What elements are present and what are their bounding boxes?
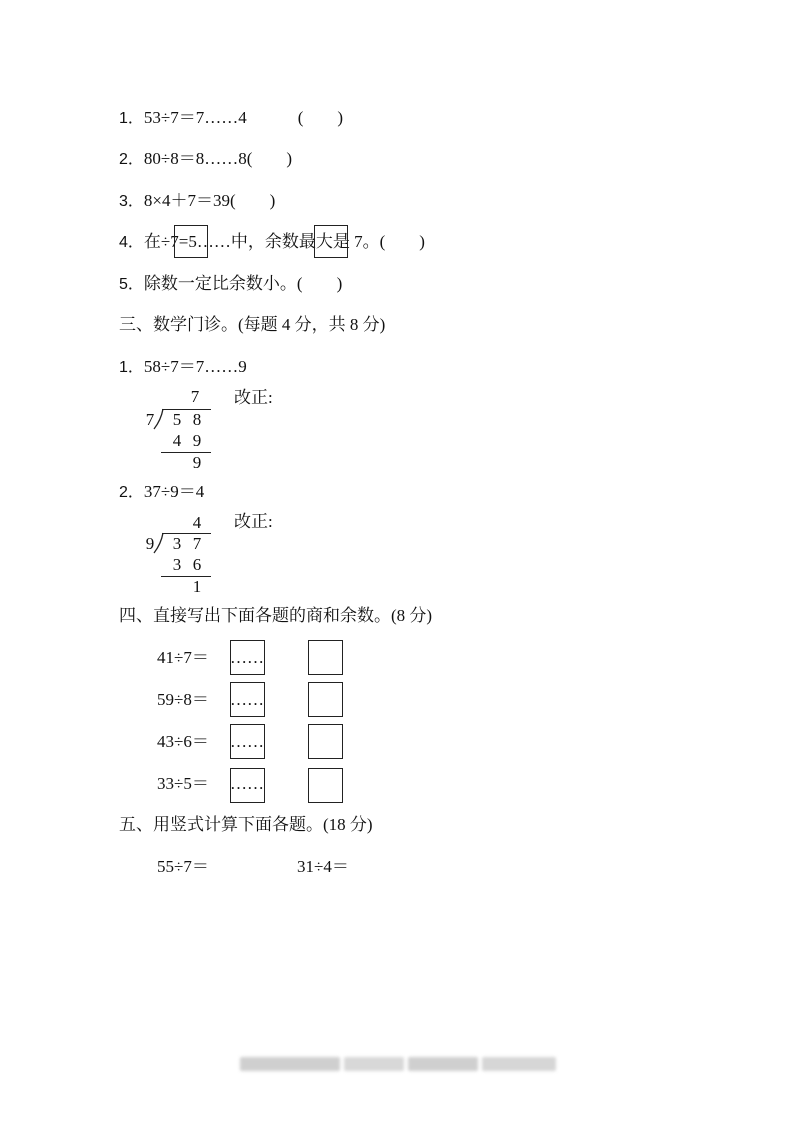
dividend-digit: 8 <box>192 410 202 429</box>
section-5-heading: 五、用竖式计算下面各题。(18 分) <box>119 815 373 834</box>
product-digit: 6 <box>192 555 202 574</box>
dividend-digit: 5 <box>172 410 182 429</box>
judge-item-4 <box>119 232 425 253</box>
division-expression: 41÷7＝ <box>157 648 209 667</box>
item-number: 1． <box>119 110 144 127</box>
section-4-heading: 四、直接写出下面各题的商和余数。(8 分) <box>119 606 433 625</box>
quotient-row-2 <box>157 690 209 710</box>
judge-item-5 <box>119 274 342 295</box>
subtraction-line <box>161 576 211 577</box>
division-expression: 33÷5＝ <box>157 774 209 793</box>
diagnosis-problem-1 <box>119 357 247 378</box>
quotient-digit: 4 <box>192 513 202 532</box>
judge-item-3 <box>119 191 275 212</box>
dividend-digit: 3 <box>172 534 182 553</box>
item-number: 5． <box>119 276 144 293</box>
item-number: 2． <box>119 151 144 168</box>
ellipsis: …… <box>230 774 264 793</box>
division-bracket <box>152 532 166 554</box>
item-text: 8×4＋7＝39( ) <box>143 191 276 210</box>
division-expression: 59÷8＝ <box>157 690 209 709</box>
quotient-row-1 <box>157 648 209 668</box>
division-bar <box>162 409 211 410</box>
remainder-digit: 9 <box>192 453 202 472</box>
item-text: 53÷7＝7……4 ( ) <box>143 108 344 127</box>
quotient-row-3 <box>157 732 209 752</box>
quotient-row-4 <box>157 774 209 794</box>
item-number: 4． <box>119 234 144 251</box>
remainder-box[interactable] <box>308 768 343 803</box>
item-text: 在÷7=5……中，余数最大是 7。( ) <box>143 232 425 251</box>
product-digit: 3 <box>172 555 182 574</box>
remainder-box[interactable] <box>308 640 343 675</box>
divisor: 9 <box>145 534 155 553</box>
ellipsis: …… <box>230 648 264 667</box>
subtraction-line <box>161 452 211 453</box>
vertical-calc-problem-2: 31÷4＝ <box>297 857 349 876</box>
judge-item-2 <box>119 149 292 170</box>
ellipsis: …… <box>230 732 264 751</box>
long-division-2 <box>140 509 220 599</box>
division-expression: 43÷6＝ <box>157 732 209 751</box>
problem-equation: 58÷7＝7……9 <box>143 357 247 376</box>
blurred-watermark <box>240 1055 556 1073</box>
division-bracket <box>152 408 166 430</box>
vertical-calc-problem-1: 55÷7＝ <box>157 857 209 876</box>
diagnosis-problem-2 <box>119 482 204 503</box>
item-number: 3． <box>119 193 144 210</box>
blank-box-remainder[interactable] <box>314 225 348 258</box>
ellipsis: …… <box>230 690 264 709</box>
long-division-1 <box>140 385 220 475</box>
problem-equation: 37÷9＝4 <box>143 482 205 501</box>
item-text: 除数一定比余数小。( ) <box>143 274 343 293</box>
correction-label: 改正: <box>234 512 273 531</box>
remainder-box[interactable] <box>308 682 343 717</box>
division-bar <box>162 533 211 534</box>
quotient-digit: 7 <box>190 387 200 406</box>
divisor: 7 <box>145 410 155 429</box>
remainder-box[interactable] <box>308 724 343 759</box>
judge-item-1 <box>119 108 343 129</box>
product-digit: 9 <box>192 431 202 450</box>
remainder-digit: 1 <box>192 577 202 596</box>
correction-label: 改正: <box>234 388 273 407</box>
section-3-heading: 三、数学门诊。(每题 4 分，共 8 分) <box>119 315 386 334</box>
problem-number: 1． <box>119 359 144 376</box>
blank-box-dividend[interactable] <box>174 225 208 258</box>
item-text: 80÷8＝8……8( ) <box>143 149 293 168</box>
product-digit: 4 <box>172 431 182 450</box>
problem-number: 2． <box>119 484 144 501</box>
dividend-digit: 7 <box>192 534 202 553</box>
